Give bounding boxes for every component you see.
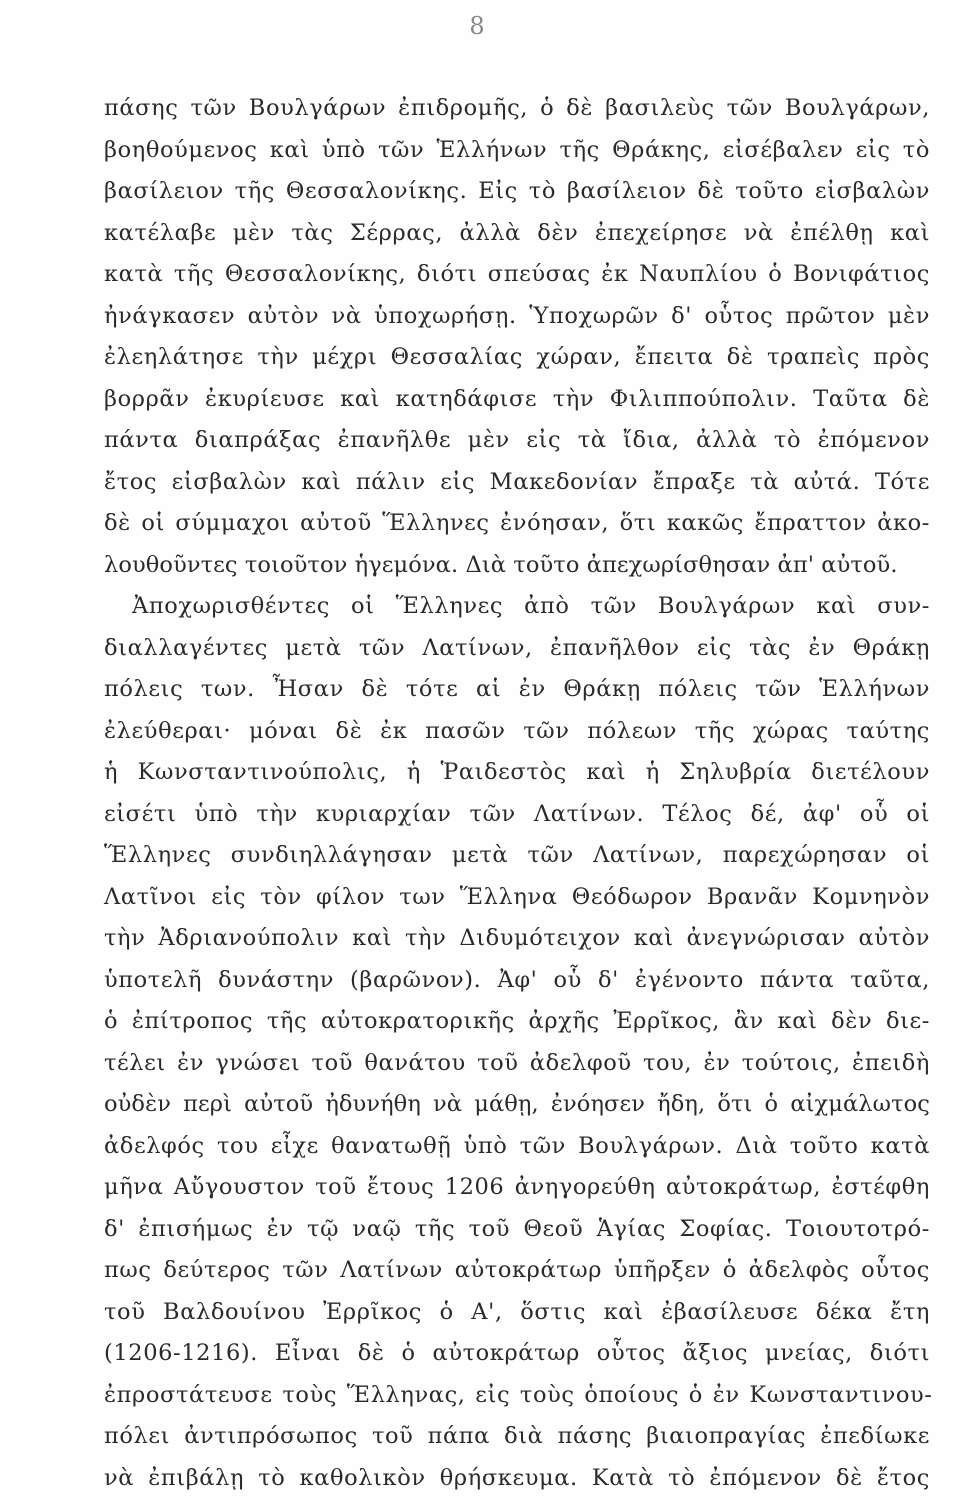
text-line: δ' ἐπισήμως ἐν τῷ ναῷ τῆς τοῦ Θεοῦ Ἁγίας Σοφίας. Τοιουτοτρό- [104,1215,930,1242]
text-line: δὲ οἱ σύμμαχοι αὐτοῦ Ἕλληνες ἐνόησαν, ὅτι κακῶς ἔπραττον ἀκο- [104,510,930,536]
text-line: βορρᾶν ἐκυρίευσε καὶ κατηδάφισε τὴν Φιλιππούπολιν. Ταῦτα δὲ [104,385,930,412]
page-number: 8 [469,12,486,40]
text-line: ἡ Κωνσταντινούπολις, ἡ Ῥαιδεστὸς καὶ ἡ Σηλυβρία διετέλουν [104,759,930,785]
text-line: Λατῖνοι εἰς τὸν φίλον των Ἕλληνα Θεόδωρον Βρανᾶν Κομνηνὸν [104,883,930,910]
text-line: τέλει ἐν γνώσει τοῦ θανάτου τοῦ ἀδελφοῦ του, ἐν τούτοις, ἐπειδὴ [104,1049,930,1076]
text-line: ὑποτελῆ δυνάστην (βαρῶνον). Ἀφ' οὗ δ' ἐγένοντο πάντα ταῦτα, [104,966,930,993]
text-line: ἔτος εἰσβαλὼν καὶ πάλιν εἰς Μακεδονίαν ἔπραξε τὰ αὐτά. Τότε [104,468,930,495]
text-line: κατὰ τῆς Θεσσαλονίκης, διότι σπεύσας ἐκ Ναυπλίου ὁ Βονιφάτιος [104,261,930,287]
text-line: πόλει ἀντιπρόσωπος τοῦ πάπα διὰ πάσης βιαιοπραγίας ἐπεδίωκε [104,1423,930,1449]
text-line: ἐλεύθεραι· μόναι δὲ ἐκ πασῶν τῶν πόλεων τῆς χώρας ταύτης [104,717,930,744]
text-line: ὁ ἐπίτροπος τῆς αὐτοκρατορικῆς ἀρχῆς Ἐρρῖκος, ἂν καὶ δὲν διε- [104,1008,930,1034]
text-line: (1206-1216). Εἶναι δὲ ὁ αὐτοκράτωρ οὗτος ἄξιος μνείας, διότι [104,1340,930,1366]
text-line: πάσης τῶν Βουλγάρων ἐπιδρομῆς, ὁ δὲ βασιλεὺς τῶν Βουλγάρων, [104,95,930,121]
text-line: πόλεις των. Ἦσαν δὲ τότε αἱ ἐν Θράκῃ πόλεις τῶν Ἑλλήνων [104,676,930,702]
text-line: βοηθούμενος καὶ ὑπὸ τῶν Ἑλλήνων τῆς Θράκης, εἰσέβαλεν εἰς τὸ [104,136,930,163]
text-line: εἰσέτι ὑπὸ τὴν κυριαρχίαν τῶν Λατίνων. Τέλος δέ, ἀφ' οὗ οἱ [104,800,930,827]
text-line: ἐπροστάτευσε τοὺς Ἕλληνας, εἰς τοὺς ὁποίους ὁ ἐν Κωνσταντινου- [104,1381,933,1408]
text-line: κατέλαβε μὲν τὰς Σέρρας, ἀλλὰ δὲν ἐπεχείρησε νὰ ἐπέλθῃ καὶ [104,219,930,246]
text-line: πως δεύτερος τῶν Λατίνων αὐτοκράτωρ ὑπῆρξεν ὁ ἀδελφὸς οὗτος [104,1257,930,1283]
text-line: νὰ ἐπιβάλῃ τὸ καθολικὸν θρήσκευμα. Κατὰ τὸ ἐπόμενον δὲ ἔτος [104,1464,930,1491]
text-line: ἠνάγκασεν αὐτὸν νὰ ὑποχωρήσῃ. Ὑποχωρῶν δ' οὗτος πρῶτον μὲν [104,302,930,329]
text-line: βασίλειον τῆς Θεσσαλονίκης. Εἰς τὸ βασίλειον δὲ τοῦτο εἰσβαλὼν [104,178,930,204]
text-line: μῆνα Αὔγουστον τοῦ ἔτους 1206 ἀνηγορεύθη αὐτοκράτωρ, ἐστέφθη [104,1174,930,1200]
text-line: Ἕλληνες συνδιηλλάγησαν μετὰ τῶν Λατίνων, παρεχώρησαν οἱ [104,842,930,868]
text-line: Ἀποχωρισθέντες οἱ Ἕλληνες ἀπὸ τῶν Βουλγάρων καὶ συν- [132,593,930,619]
text-line: λουθοῦντες τοιοῦτον ἡγεμόνα. Διὰ τοῦτο ἀπεχωρίσθησαν ἀπ' αὐτοῦ. [104,551,898,578]
text-line: διαλλαγέντες μετὰ τῶν Λατίνων, ἐπανῆλθον εἰς τὰς ἐν Θράκῃ [104,634,930,661]
text-line: τὴν Ἀδριανούπολιν καὶ τὴν Διδυμότειχον καὶ ἀνεγνώρισαν αὐτὸν [104,925,930,951]
text-line: πάντα διαπράξας ἐπανῆλθε μὲν εἰς τὰ ἴδια, ἀλλὰ τὸ ἐπόμενον [104,427,930,453]
text-line: τοῦ Βαλδουίνου Ἐρρῖκος ὁ Α', ὅστις καὶ ἐβασίλευσε δέκα ἔτη [104,1298,930,1325]
text-line: ἐλεηλάτησε τὴν μέχρι Θεσσαλίας χώραν, ἔπειτα δὲ τραπεὶς πρὸς [104,344,930,370]
text-line: ἀδελφός του εἶχε θανατωθῇ ὑπὸ τῶν Βουλγάρων. Διὰ τοῦτο κατὰ [104,1132,930,1159]
body-text [104,88,933,1499]
text-line: οὐδὲν περὶ αὐτοῦ ἠδυνήθη νὰ μάθῃ, ἐνόησεν ἤδη, ὅτι ὁ αἰχμάλωτος [104,1091,930,1117]
